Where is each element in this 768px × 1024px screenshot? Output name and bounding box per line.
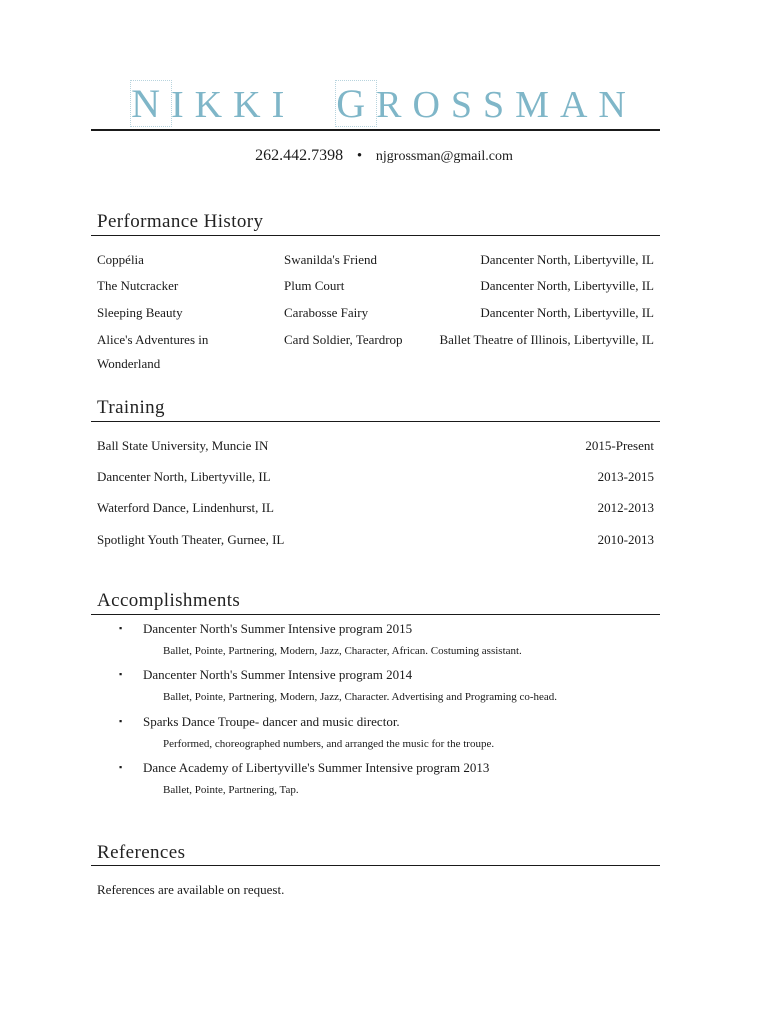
performance-show: Coppélia xyxy=(97,252,144,267)
training-school: Dancenter North, Libertyville, IL xyxy=(97,469,271,484)
bullet-icon: ▪ xyxy=(119,716,123,726)
section-divider-accomplishments xyxy=(91,614,660,615)
performance-show: Alice's Adventures in xyxy=(97,332,209,347)
training-years: 2015-Present xyxy=(585,438,654,453)
performance-company: Ballet Theatre of Illinois, Libertyville, IL xyxy=(439,332,654,347)
performance-company: Dancenter North, Libertyville, IL xyxy=(480,252,654,267)
name-initial-first: N xyxy=(131,81,172,126)
performance-company: Dancenter North, Libertyville, IL xyxy=(480,278,654,293)
performance-show: The Nutcracker xyxy=(97,278,179,293)
name-initial-last: G xyxy=(336,81,377,126)
performance-show: Sleeping Beauty xyxy=(97,305,183,320)
name-last-rest: ROSSMAN xyxy=(376,84,637,126)
accomplishment-detail: Performed, choreographed numbers, and arranged the music for the troupe. xyxy=(163,738,495,750)
accomplishment-title: Dancenter North's Summer Intensive program 2014 xyxy=(143,667,413,682)
performance-role: Card Soldier, Teardrop xyxy=(284,332,403,347)
training-years: 2013-2015 xyxy=(597,469,654,484)
accomplishment-title: Dance Academy of Libertyville's Summer Intensive program 2013 xyxy=(143,760,490,775)
training-school: Waterford Dance, Lindenhurst, IL xyxy=(97,500,274,515)
bullet-icon: ▪ xyxy=(119,623,123,633)
email-address: njgrossman@gmail.com xyxy=(375,149,513,164)
training-years: 2010-2013 xyxy=(597,532,654,547)
section-title-training: Training xyxy=(97,397,165,418)
section-title-accomplishments: Accomplishments xyxy=(97,590,241,611)
accomplishment-title: Sparks Dance Troupe- dancer and music director. xyxy=(143,714,400,729)
accomplishment-title: Dancenter North's Summer Intensive program 2015 xyxy=(143,621,413,636)
performance-show-continued: Wonderland xyxy=(97,356,161,371)
references-text: References are available on request. xyxy=(97,882,285,897)
header-divider xyxy=(91,129,660,131)
contact-separator: • xyxy=(356,148,363,164)
resume-name xyxy=(0,81,768,126)
bullet-icon: ▪ xyxy=(119,669,123,679)
section-title-performance: Performance History xyxy=(97,211,264,232)
accomplishment-detail: Ballet, Pointe, Partnering, Tap. xyxy=(163,784,299,796)
training-school: Ball State University, Muncie IN xyxy=(97,438,269,453)
section-divider-references xyxy=(91,865,660,866)
training-school: Spotlight Youth Theater, Gurnee, IL xyxy=(97,532,285,547)
accomplishment-detail: Ballet, Pointe, Partnering, Modern, Jazz, Character, African. Costuming assistant. xyxy=(163,645,522,657)
training-years: 2012-2013 xyxy=(597,500,654,515)
contact-line xyxy=(0,147,768,165)
performance-role: Swanilda's Friend xyxy=(284,252,377,267)
name-first-rest: IKKI xyxy=(171,84,296,126)
performance-role: Carabosse Fairy xyxy=(284,305,369,320)
performance-company: Dancenter North, Libertyville, IL xyxy=(480,305,654,320)
phone-number: 262.442.7398 xyxy=(255,147,344,164)
section-title-references: References xyxy=(97,842,186,863)
accomplishment-detail: Ballet, Pointe, Partnering, Modern, Jazz, Character. Advertising and Programing co-head. xyxy=(163,691,558,703)
section-divider-training xyxy=(91,421,660,422)
section-divider-performance xyxy=(91,235,660,236)
bullet-icon: ▪ xyxy=(119,762,123,772)
performance-role: Plum Court xyxy=(284,278,345,293)
